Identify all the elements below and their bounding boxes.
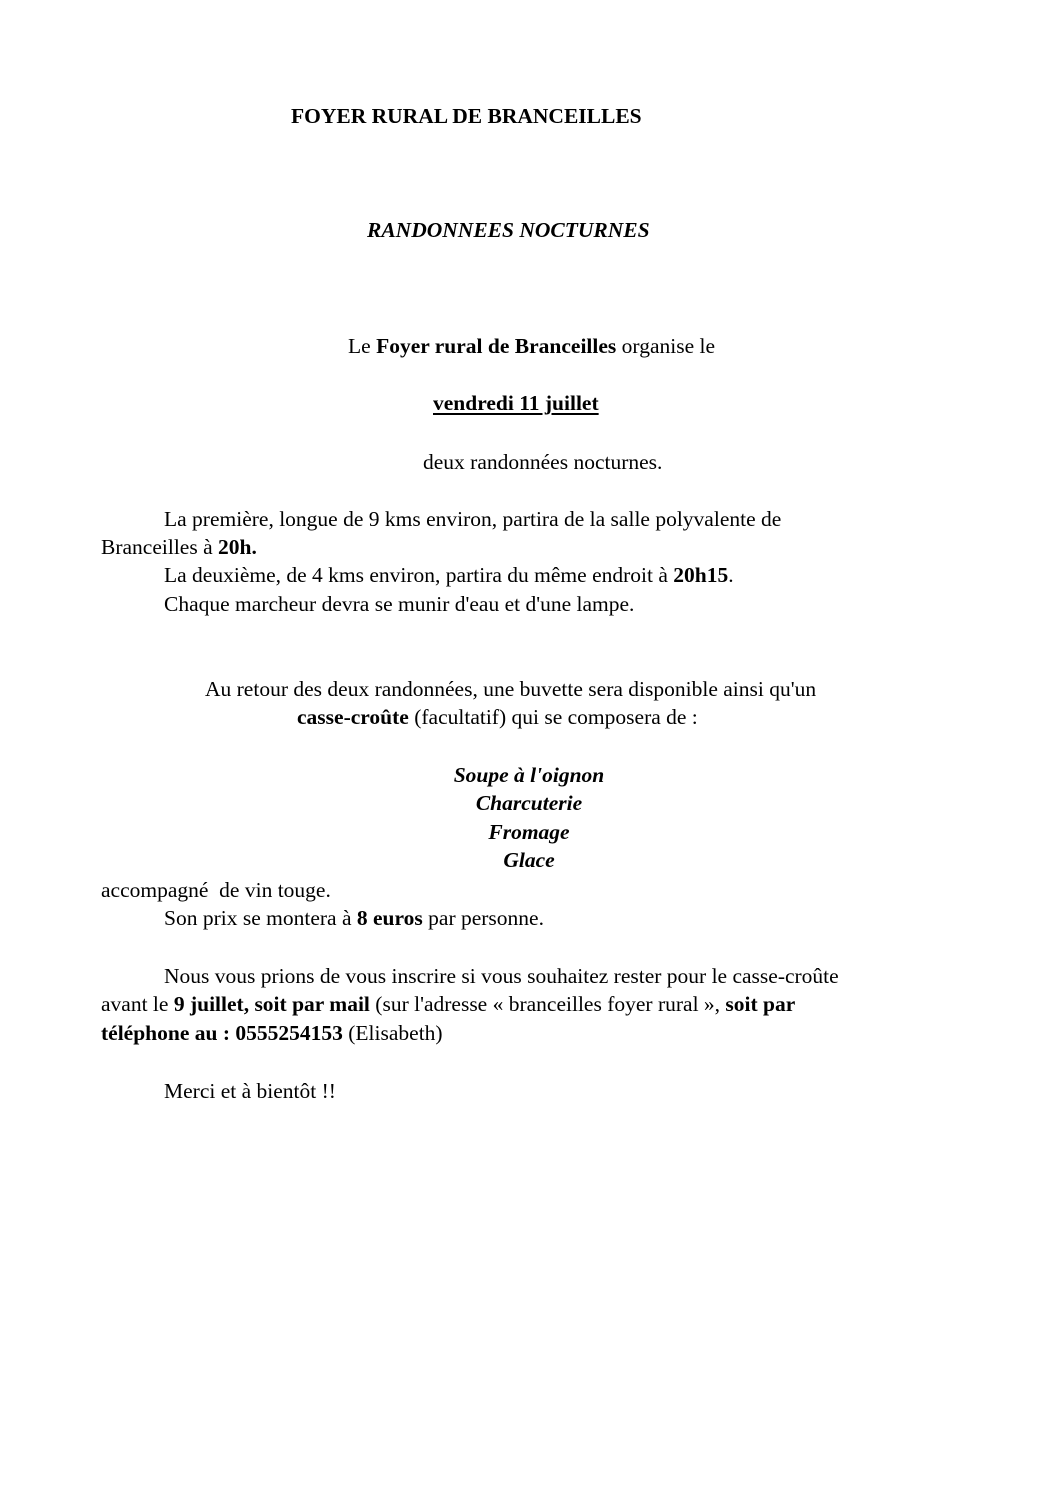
equipment-line: Chaque marcheur devra se munir d'eau et d'une lampe. [164, 592, 635, 616]
intro-prefix: Le [348, 334, 377, 358]
price-suffix: par personne. [422, 906, 544, 930]
meal-line-1: Au retour des deux randonnées, une buvette sera disponible ainsi qu'un [205, 677, 817, 701]
second-hike-text: La deuxième, de 4 kms environ, partira du même endroit à [164, 563, 674, 587]
menu-item-ice-cream: Glace [503, 848, 555, 872]
intro-suffix: organise le [616, 334, 716, 358]
second-hike-line [164, 565, 734, 587]
price-line [164, 908, 544, 930]
registration-contact: (Elisabeth) [342, 1021, 443, 1045]
intro-org-name: Foyer rural de Branceilles [376, 334, 617, 358]
registration-before: avant le [101, 992, 174, 1016]
price-prefix: Son prix se montera à [164, 906, 357, 930]
first-hike-line-2 [101, 537, 257, 559]
organization-title: FOYER RURAL DE BRANCEILLES [291, 104, 642, 128]
second-hike-time: 20h15 [673, 563, 729, 587]
first-hike-line-1: La première, longue de 9 kms environ, partira de la salle polyvalente de [164, 507, 782, 531]
registration-line-3 [101, 1023, 443, 1045]
registration-phone: téléphone au : 0555254153 [101, 1021, 343, 1045]
registration-email: (sur l'adresse « branceilles foyer rural », [369, 992, 726, 1016]
meal-line-2 [297, 707, 698, 729]
snack-word: casse-croûte [297, 705, 409, 729]
menu-item-soup: Soupe à l'oignon [453, 763, 605, 787]
registration-line-2 [101, 994, 795, 1016]
second-hike-end: . [728, 563, 734, 587]
event-title: RANDONNEES NOCTURNES [367, 218, 650, 242]
registration-deadline: 9 juillet, soit par mail [173, 992, 370, 1016]
closing-line: Merci et à bientôt !! [164, 1079, 336, 1103]
first-hike-place: Branceilles à [101, 535, 219, 559]
menu-item-cheese: Fromage [488, 820, 570, 844]
event-description: deux randonnées nocturnes. [423, 450, 663, 474]
wine-line: accompagné de vin touge. [101, 878, 331, 902]
event-date: vendredi 11 juillet [433, 391, 599, 415]
menu-item-charcuterie: Charcuterie [475, 791, 583, 815]
meal-line-2-rest: (facultatif) qui se composera de : [408, 705, 698, 729]
registration-or: soit par [725, 992, 796, 1016]
first-hike-time: 20h. [218, 535, 257, 559]
registration-line-1: Nous vous prions de vous inscrire si vous souhaitez rester pour le casse-croûte [164, 964, 839, 988]
price-value: 8 euros [356, 906, 423, 930]
intro-line [348, 336, 715, 358]
